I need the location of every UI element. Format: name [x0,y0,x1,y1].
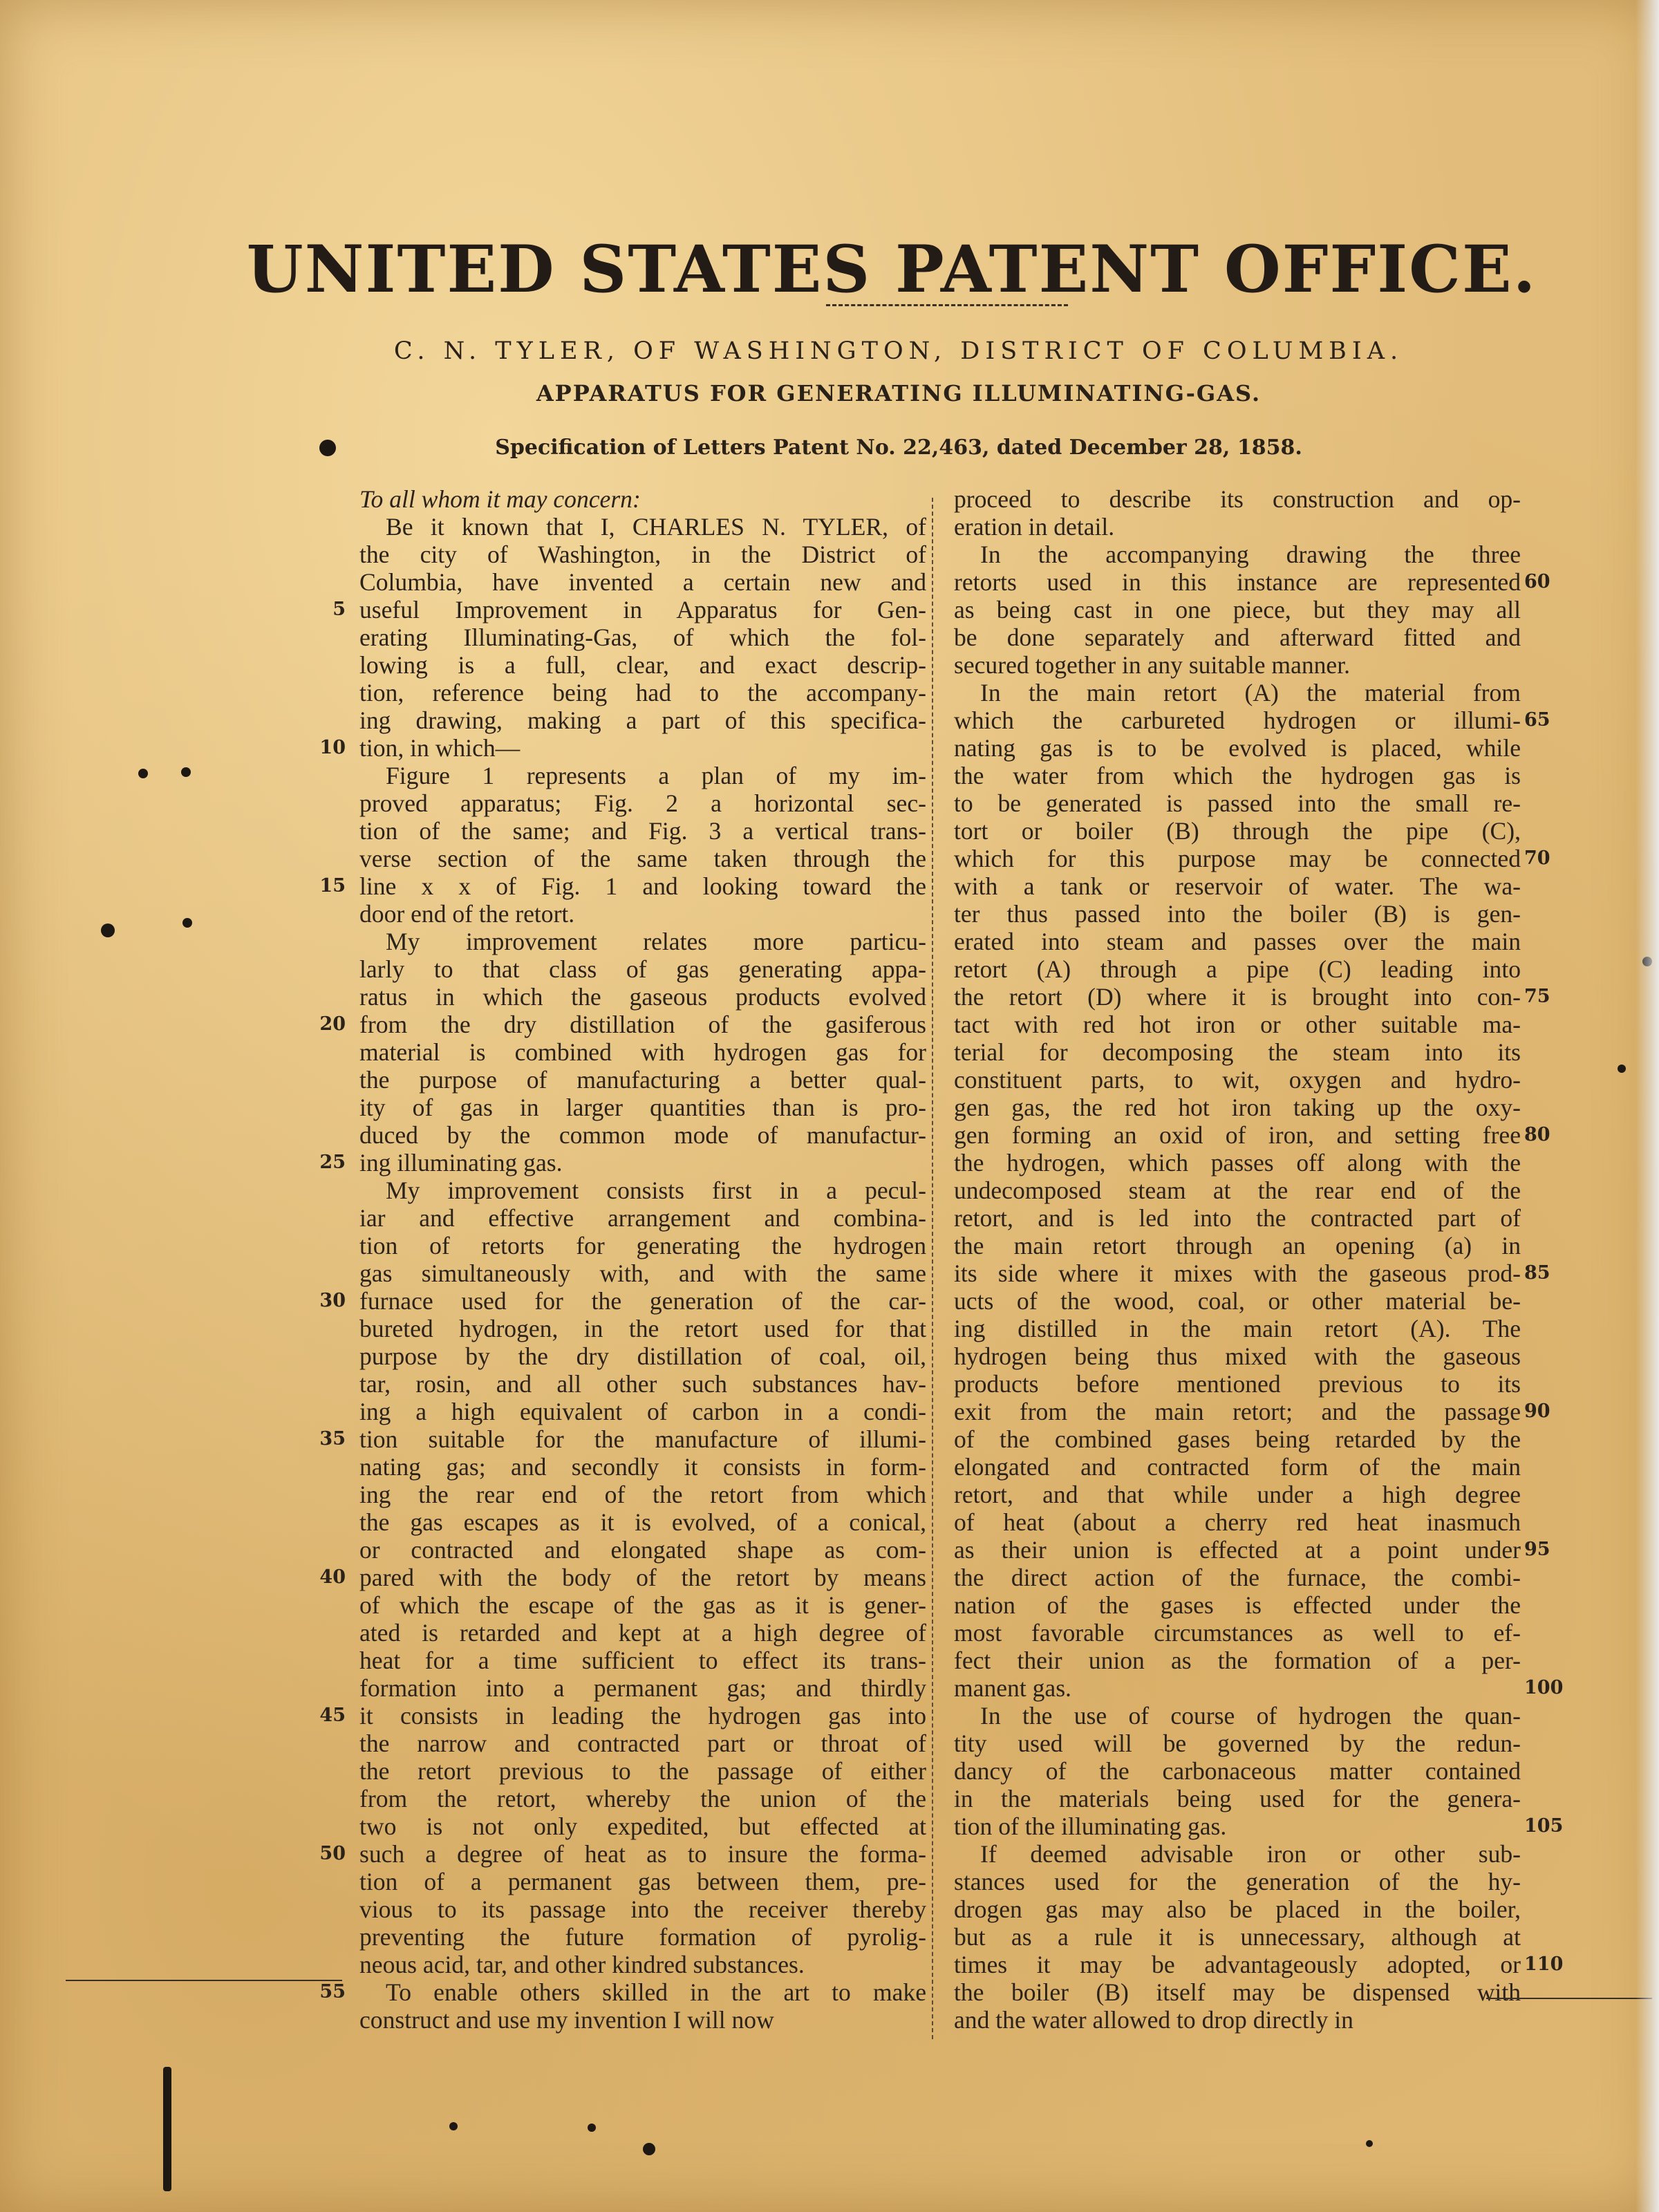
text-line: undecomposed steam at the rear end of the [954,1177,1521,1204]
text-line: duced by the common mode of manufactur- [359,1121,926,1149]
text-line: To enable others skilled in the art to make [386,1978,926,2006]
ink-mark [163,2067,171,2191]
line-number: 95 [1524,1539,1550,1560]
text-line: My improvement consists first in a pecul- [386,1177,926,1204]
text-line: to be generated is passed into the small re- [954,789,1521,817]
text-line: of the combined gases being retarded by the [954,1425,1521,1453]
text-line: nating gas; and secondly it consists in form- [359,1453,926,1481]
text-line: tion of the same; and Fig. 3 a vertical trans- [359,817,926,845]
text-line: the water from which the hydrogen gas is [954,762,1521,789]
text-line: of heat (about a cherry red heat inasmuch [954,1508,1521,1536]
line-number: 30 [319,1290,346,1311]
ink-spot [449,2122,458,2130]
line-number: 25 [319,1152,346,1173]
specification-line: Specification of Letters Patent No. 22,463, dated December 28, 1858. [495,435,1302,460]
text-line: tion of retorts for generating the hydrogen [359,1232,926,1259]
text-line: secured together in any suitable manner. [954,651,1351,679]
text-line: My improvement relates more particu- [386,928,926,955]
text-line: it consists in leading the hydrogen gas into [359,1702,926,1730]
text-line: door end of the retort. [359,900,575,928]
text-line: tion of a permanent gas between them, pre- [359,1868,926,1895]
line-number: 100 [1524,1677,1564,1698]
text-line: the gas escapes as it is evolved, of a conical, [359,1508,926,1536]
text-line: ity of gas in larger quantities than is pro- [359,1094,926,1121]
line-number: 90 [1524,1400,1550,1422]
text-line: furnace used for the generation of the car- [359,1287,926,1315]
text-line: neous acid, tar, and other kindred substances. [359,1951,805,1978]
text-line: material is combined with hydrogen gas for [359,1038,926,1066]
text-line: ter thus passed into the boiler (B) is gen- [954,900,1521,928]
text-line: tion, reference being had to the accompany- [359,679,926,706]
text-line: elongated and contracted form of the main [954,1453,1521,1481]
text-line: construct and use my invention I will now [359,2006,774,2034]
text-line: ated is retarded and kept at a high degree of [359,1619,926,1647]
text-line: gen gas, the red hot iron taking up the oxy- [954,1094,1521,1121]
right-text-column [954,485,1521,2034]
text-line: Be it known that I, CHARLES N. TYLER, of [386,513,926,541]
text-line: pared with the body of the retort by means [359,1564,926,1591]
ink-spot [101,924,115,937]
text-line: verse section of the same taken through the [359,845,926,872]
text-line: tion suitable for the manufacture of illumi- [359,1425,926,1453]
text-line: as their union is effected at a point under [954,1536,1521,1564]
text-line: the narrow and contracted part or throat of [359,1730,926,1757]
text-line: from the dry distillation of the gasiferous [359,1011,926,1038]
text-line: the main retort through an opening (a) in [954,1232,1521,1259]
ink-spot [1618,1065,1626,1073]
text-line: heat for a time sufficient to effect its trans- [359,1647,926,1674]
line-number: 50 [319,1843,346,1864]
bottom-left-rule [66,1980,342,1981]
text-line: retort, and is led into the contracted part of [954,1204,1521,1232]
text-line: preventing the future formation of pyrolig- [359,1923,926,1951]
text-line: In the accompanying drawing the three [980,541,1521,568]
text-line: the hydrogen, which passes off along with the [954,1149,1521,1177]
text-line: the direct action of the furnace, the combi- [954,1564,1521,1591]
text-line: tion of the illuminating gas. [954,1812,1227,1840]
text-line: iar and effective arrangement and combina- [359,1204,926,1232]
ink-spot [643,2143,655,2155]
ink-spot [182,918,192,928]
line-number: 15 [319,875,346,897]
text-line: times it may be advantageously adopted, or [954,1951,1521,1978]
text-line: the boiler (B) itself may be dispensed with [954,1978,1521,2006]
ink-spot [588,2124,596,2132]
column-divider [932,498,933,2039]
text-line: If deemed advisable iron or other sub- [980,1840,1521,1868]
text-line: as being cast in one piece, but they may all [954,596,1521,624]
text-line: which for this purpose may be connected [954,845,1521,872]
text-line: tar, rosin, and all other such substances hav- [359,1370,926,1398]
text-line: useful Improvement in Apparatus for Gen- [359,596,926,624]
line-number: 20 [319,1013,346,1035]
text-line: nating gas is to be evolved is placed, while [954,734,1521,762]
text-line: In the use of course of hydrogen the quan- [980,1702,1521,1730]
text-line: fect their union as the formation of a per- [954,1647,1521,1674]
text-line: line x x of Fig. 1 and looking toward the [359,872,926,900]
line-number: 60 [1524,571,1550,592]
text-line: erating Illuminating-Gas, of which the fol- [359,624,926,651]
text-line: terial for decomposing the steam into its [954,1038,1521,1066]
text-line: purpose by the dry distillation of coal, oil, [359,1342,926,1370]
ink-spot [138,769,148,778]
line-number: 80 [1524,1124,1550,1145]
line-number: 85 [1524,1262,1550,1284]
text-line: most favorable circumstances as well to ef- [954,1619,1521,1647]
text-line: vious to its passage into the receiver thereby [359,1895,926,1923]
text-line: lowing is a full, clear, and exact descrip- [359,651,926,679]
text-line: Figure 1 represents a plan of my im- [386,762,926,789]
line-number: 110 [1524,1953,1564,1975]
text-line: Columbia, have invented a certain new and [359,568,926,596]
text-line: hydrogen being thus mixed with the gaseous [954,1342,1521,1370]
text-line: which the carbureted hydrogen or illumi- [954,706,1521,734]
text-line: erated into steam and passes over the main [954,928,1521,955]
line-number: 65 [1524,709,1550,731]
text-line: tact with red hot iron or other suitable ma- [954,1011,1521,1038]
ink-spot [1642,957,1652,966]
text-line: such a degree of heat as to insure the forma- [359,1840,926,1868]
left-text-column [359,485,926,2034]
text-line: ratus in which the gaseous products evolved [359,983,926,1011]
text-line: tion, in which— [359,734,521,762]
text-line: ucts of the wood, coal, or other material be- [954,1287,1521,1315]
text-line: eration in detail. [954,513,1115,541]
text-line: tity used will be governed by the redun- [954,1730,1521,1757]
inventor-line: C. N. TYLER, OF WASHINGTON, DISTRICT OF COLUMBIA. [393,337,1404,365]
line-number: 40 [319,1566,346,1588]
text-line: bureted hydrogen, in the retort used for that [359,1315,926,1342]
text-line: products before mentioned previous to its [954,1370,1521,1398]
line-number: 5 [332,599,346,620]
text-line: the purpose of manufacturing a better qual- [359,1066,926,1094]
text-line: ing a high equivalent of carbon in a condi- [359,1398,926,1425]
line-number: 105 [1524,1815,1564,1837]
text-line: constituent parts, to wit, oxygen and hydro- [954,1066,1521,1094]
text-line: manent gas. [954,1674,1071,1702]
text-line: formation into a permanent gas; and thirdly [359,1674,926,1702]
text-line: its side where it mixes with the gaseous prod- [954,1259,1521,1287]
line-number: 70 [1524,847,1550,869]
text-line: retort (A) through a pipe (C) leading into [954,955,1521,983]
bottom-right-rule [1486,1998,1652,1999]
text-line: the city of Washington, in the District of [359,541,926,568]
text-line: In the main retort (A) the material from [980,679,1521,706]
line-number: 55 [319,1981,346,2003]
office-title: UNITED STATES PATENT OFFICE. [246,232,1537,308]
text-line: drogen gas may also be placed in the boiler, [954,1895,1521,1923]
line-number: 75 [1524,986,1550,1007]
text-line: proceed to describe its construction and op- [954,485,1521,513]
text-line: the retort (D) where it is brought into con- [954,983,1521,1011]
text-line: gas simultaneously with, and with the same [359,1259,926,1287]
line-number: 45 [319,1705,346,1726]
text-line: larly to that class of gas generating appa- [359,955,926,983]
text-line: gen forming an oxid of iron, and setting free [954,1121,1521,1149]
text-line: retort, and that while under a high degree [954,1481,1521,1508]
text-line: from the retort, whereby the union of the [359,1785,926,1812]
text-line: stances used for the generation of the hy- [954,1868,1521,1895]
text-line: of which the escape of the gas as it is gener- [359,1591,926,1619]
text-line: ing distilled in the main retort (A). The [954,1315,1521,1342]
invention-title: APPARATUS FOR GENERATING ILLUMINATING-GAS. [536,380,1262,406]
text-line: dancy of the carbonaceous matter contained [954,1757,1521,1785]
text-line: or contracted and elongated shape as com- [359,1536,926,1564]
text-line: in the materials being used for the genera- [954,1785,1521,1812]
line-number: 10 [319,737,346,758]
text-line: nation of the gases is effected under the [954,1591,1521,1619]
text-line: be done separately and afterward fitted and [954,624,1521,651]
text-line: but as a rule it is unnecessary, although at [954,1923,1521,1951]
text-line: tort or boiler (B) through the pipe (C), [954,817,1521,845]
text-line: the retort previous to the passage of either [359,1757,926,1785]
text-line: exit from the main retort; and the passage [954,1398,1521,1425]
text-line: ing illuminating gas. [359,1149,563,1177]
title-underline [826,304,1068,306]
text-line: and the water allowed to drop directly in [954,2006,1353,2034]
text-line: ing drawing, making a part of this specifica- [359,706,926,734]
text-line: retorts used in this instance are represented [954,568,1521,596]
line-number: 35 [319,1428,346,1450]
text-line: proved apparatus; Fig. 2 a horizontal sec- [359,789,926,817]
text-line: two is not only expedited, but effected at [359,1812,926,1840]
text-line: with a tank or reservoir of water. The wa- [954,872,1521,900]
text-line: To all whom it may concern: [359,485,641,513]
ink-spot [319,440,336,456]
text-line: ing the rear end of the retort from which [359,1481,926,1508]
ink-spot [181,767,191,777]
ink-spot [1366,2140,1373,2147]
